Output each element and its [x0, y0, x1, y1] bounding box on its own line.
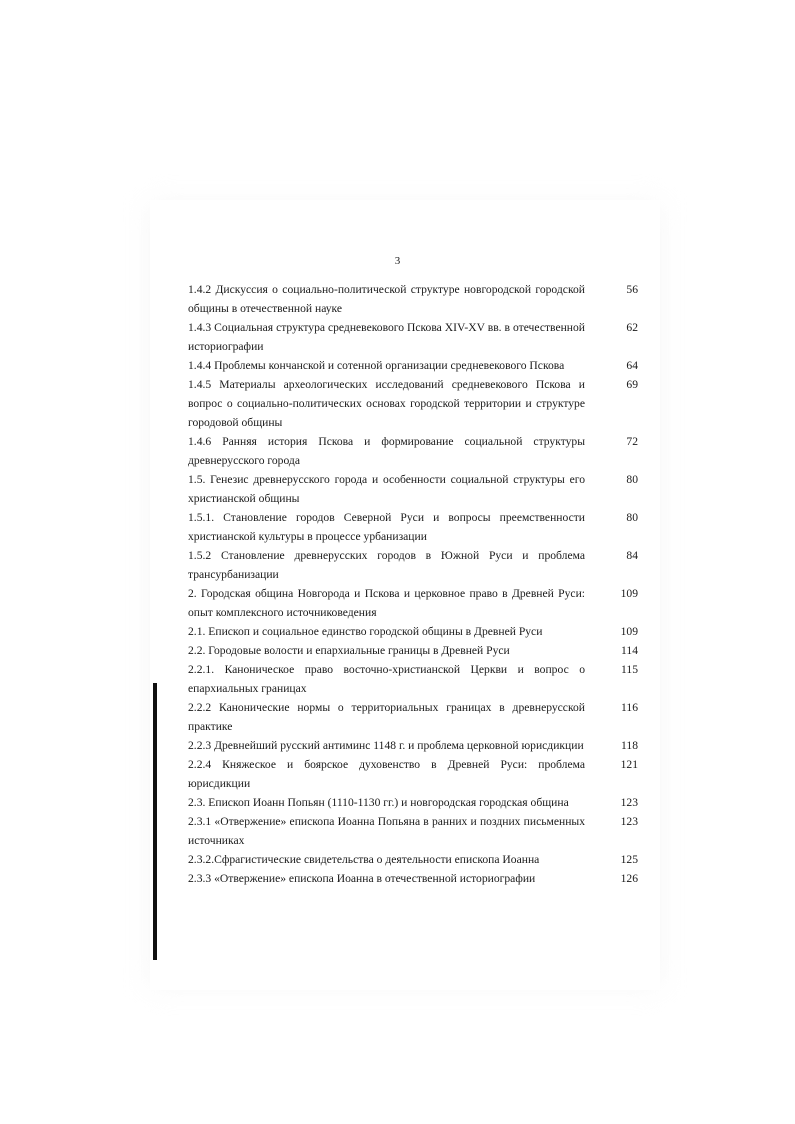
toc-entry-page: 80	[626, 473, 638, 486]
toc-entry-page: 84	[626, 549, 638, 562]
toc-entry	[188, 755, 638, 793]
toc-entry-page: 123	[620, 796, 638, 809]
toc-entry-page: 80	[626, 511, 638, 524]
toc-entry-page: 72	[626, 435, 638, 448]
toc-entry-page: 56	[626, 283, 638, 296]
toc-entry	[188, 698, 638, 736]
toc-entry-title: 2.3. Епископ Иоанн Попьян (1110-1130 гг.) и новгородская городская община	[188, 796, 569, 809]
toc-entry-page: 126	[620, 872, 638, 885]
toc-entry	[188, 470, 638, 508]
toc-entry-title: 1.4.3 Социальная структура средневекового Пскова XIV-XV вв. в отечественной историографии	[188, 321, 585, 353]
toc-entry-title: 2.2.1. Каноническое право восточно-христианской Церкви и вопрос о епархиальных границах	[188, 663, 585, 695]
toc-entry	[188, 622, 638, 641]
toc-entry-page: 114	[621, 644, 638, 657]
toc-entry-title: 1.5. Генезис древнерусского города и особенности социальной структуры его христианской общины	[188, 473, 585, 505]
toc-entry-page: 121	[620, 758, 638, 771]
toc-entry-page: 118	[621, 739, 638, 752]
toc-entry-title: 2.3.2.Сфрагистические свидетельства о деятельности епископа Иоанна	[188, 853, 540, 866]
toc-entry-title: 2.2. Городовые волости и епархиальные границы в Древней Руси	[188, 644, 510, 657]
toc-entry-page: 62	[626, 321, 638, 334]
toc-entry-title: 2.2.4 Княжеское и боярское духовенство в Древней Руси: проблема юрисдикции	[188, 758, 585, 790]
toc-entry	[188, 318, 638, 356]
toc-entry	[188, 793, 638, 812]
toc-entry-title: 2.1. Епископ и социальное единство городской общины в Древней Руси	[188, 625, 543, 638]
toc-entry-title: 2.3.1 «Отвержение» епископа Иоанна Попьяна в ранних и поздних письменных источниках	[188, 815, 585, 847]
toc-entry-title: 1.5.2 Становление древнерусских городов в Южной Руси и проблема трансурбанизации	[188, 549, 585, 581]
toc-entry-page: 109	[620, 587, 638, 600]
toc-entry-title: 2.3.3 «Отвержение» епископа Иоанна в отечественной историографии	[188, 872, 536, 885]
toc-entry	[188, 356, 638, 375]
toc-entry-title: 1.4.6 Ранняя история Пскова и формирование социальной структуры древнерусского города	[188, 435, 585, 467]
toc-entry	[188, 584, 638, 622]
toc-entry	[188, 375, 638, 432]
toc-entry-page: 123	[620, 815, 638, 828]
toc-entry-page: 64	[626, 359, 638, 372]
toc-entry-title: 1.4.5 Материалы археологических исследований средневекового Пскова и вопрос о социально-политических основах городской территории и структуре городовой общины	[188, 378, 585, 429]
toc-entry	[188, 280, 638, 318]
toc-entry	[188, 432, 638, 470]
toc-entry	[188, 736, 638, 755]
table-of-contents	[188, 280, 638, 888]
page-number: 3	[394, 255, 401, 267]
toc-entry	[188, 869, 638, 888]
toc-entry-page: 115	[621, 663, 638, 676]
toc-entry-page: 125	[620, 853, 638, 866]
toc-entry	[188, 641, 638, 660]
toc-entry	[188, 850, 638, 869]
toc-entry-title: 2.2.2 Канонические нормы о территориальных границах в древнерусской практике	[188, 701, 585, 733]
toc-entry	[188, 508, 638, 546]
toc-entry-page: 69	[626, 378, 638, 391]
toc-entry	[188, 812, 638, 850]
toc-entry	[188, 546, 638, 584]
toc-entry-title: 2. Городская община Новгорода и Пскова и церковное право в Древней Руси: опыт комплексного источниковедения	[188, 587, 585, 619]
toc-entry-page: 116	[621, 701, 638, 714]
toc-entry-title: 1.5.1. Становление городов Северной Руси и вопросы преемственности христианской культуры в процессе урбанизации	[188, 511, 585, 543]
toc-entry	[188, 660, 638, 698]
toc-entry-title: 1.4.4 Проблемы кончанской и сотенной организации средневекового Пскова	[188, 359, 565, 372]
scan-edge-line	[153, 683, 157, 960]
toc-entry-page: 109	[620, 625, 638, 638]
toc-entry-title: 2.2.3 Древнейший русский антиминс 1148 г. и проблема церковной юрисдикции	[188, 739, 584, 752]
toc-entry-title: 1.4.2 Дискуссия о социально-политической структуре новгородской городской общины в отечественной науке	[188, 283, 585, 315]
